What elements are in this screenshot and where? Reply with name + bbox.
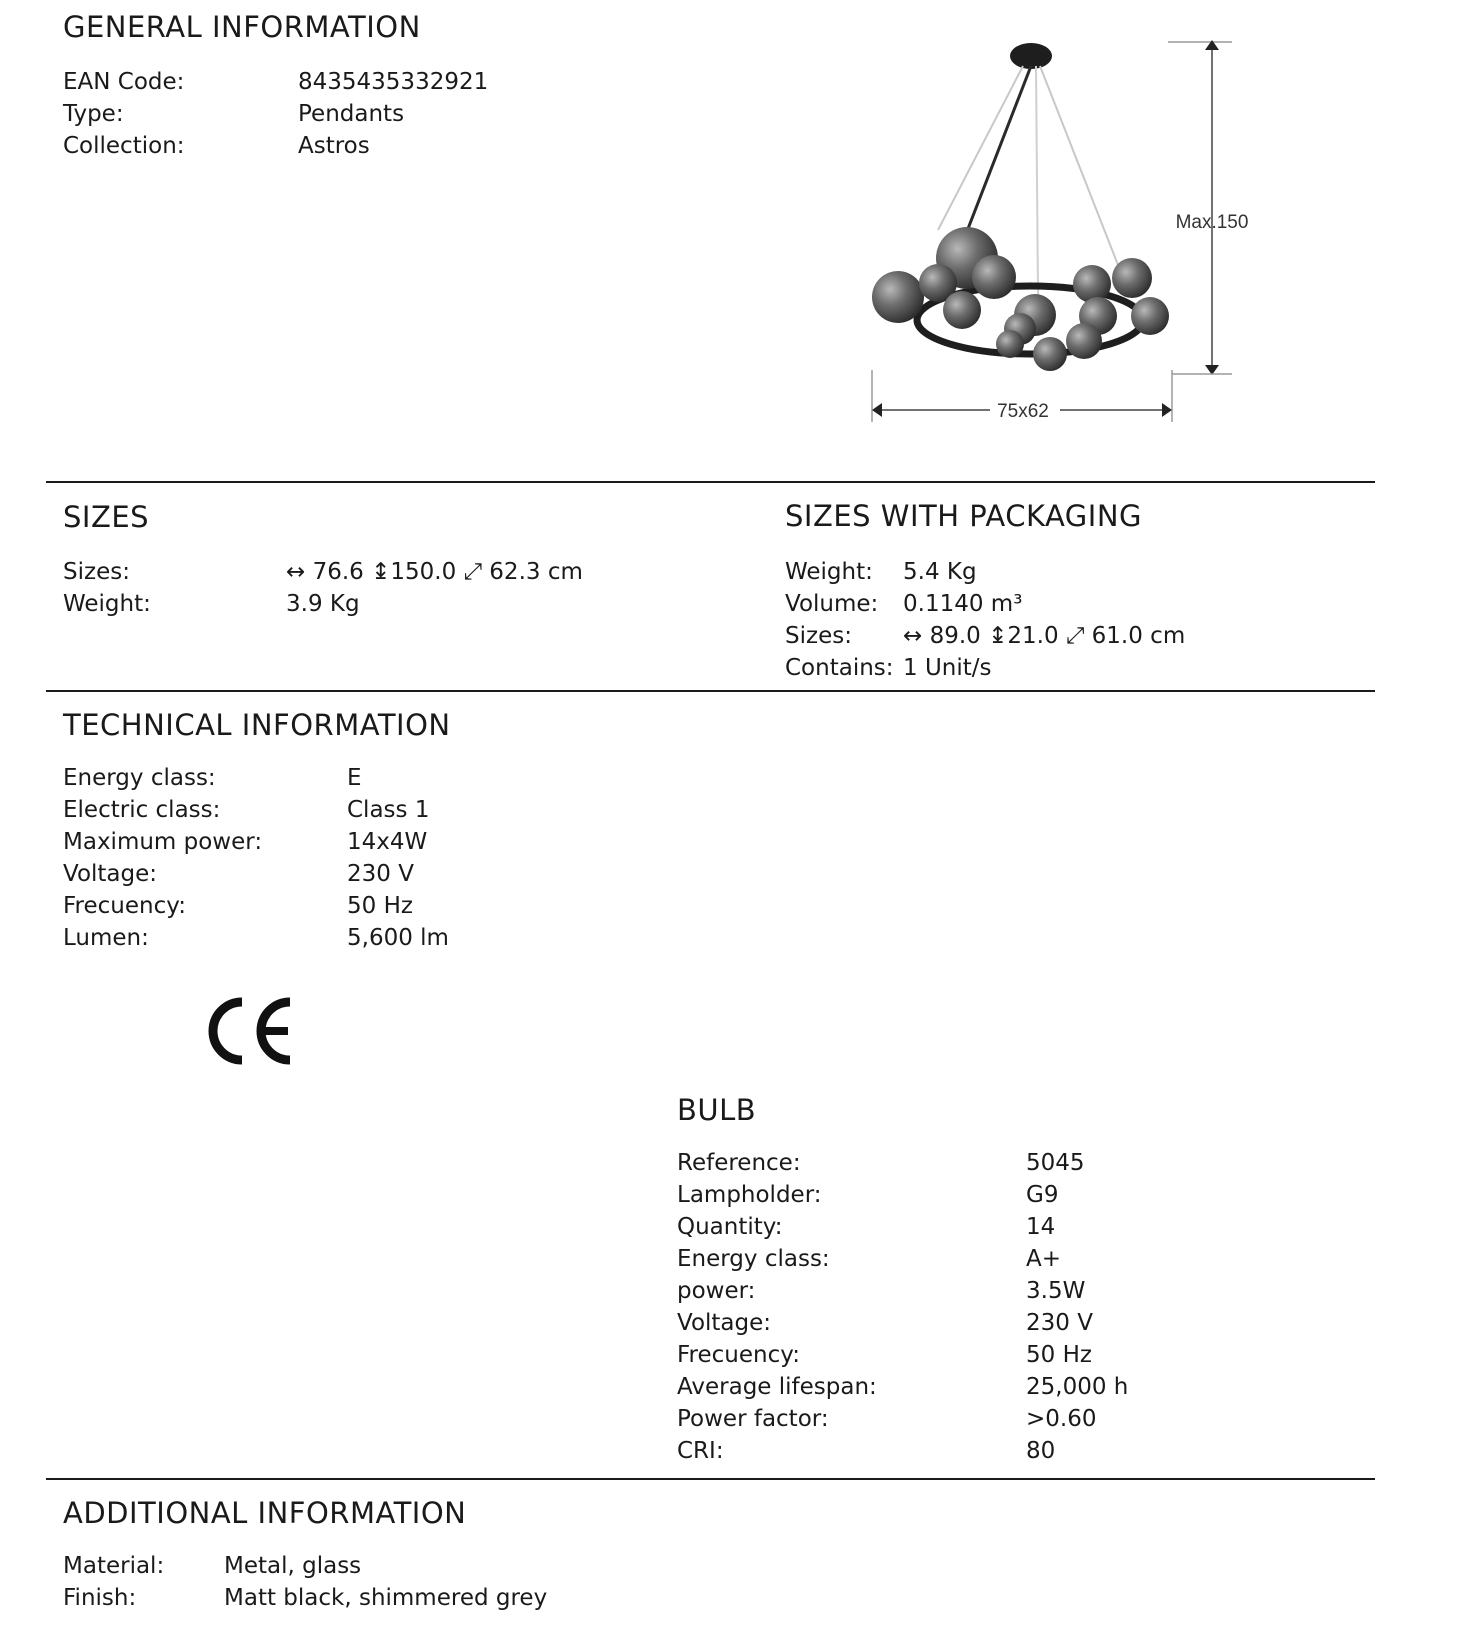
bulb-lampholder-value: G9 — [1026, 1182, 1059, 1208]
weight-label: Weight: — [63, 591, 151, 617]
bulb-cri-label: CRI: — [677, 1438, 724, 1464]
sizes-title: SIZES — [63, 500, 150, 534]
packaging-contains-value: 1 Unit/s — [903, 655, 992, 681]
material-value: Metal, glass — [224, 1553, 362, 1579]
arrow-up-down-icon: ↨ — [988, 623, 1008, 649]
packaging-volume-label: Volume: — [785, 591, 879, 617]
height-dimension-label: Max.150 — [1175, 212, 1249, 233]
canopy-icon — [1010, 43, 1052, 69]
type-label: Type: — [63, 101, 124, 127]
sizes-depth: 62.3 cm — [489, 559, 583, 585]
divider — [46, 1478, 1375, 1480]
weight-value: 3.9 Kg — [286, 591, 360, 617]
ce-mark-icon — [204, 996, 296, 1066]
collection-value: Astros — [298, 133, 370, 159]
frequency-value: 50 Hz — [347, 893, 413, 919]
bulb-lampholder-label: Lampholder: — [677, 1182, 822, 1208]
ean-value: 8435435332921 — [298, 69, 489, 95]
bulb-lifespan-value: 25,000 h — [1026, 1374, 1129, 1400]
arrow-left-right-icon: ↔ — [286, 559, 306, 585]
packaging-weight-value: 5.4 Kg — [903, 559, 977, 585]
sizes-width: 76.6 — [312, 559, 364, 585]
bulb-title: BULB — [677, 1093, 757, 1127]
lumen-label: Lumen: — [63, 925, 149, 951]
additional-info-title: ADDITIONAL INFORMATION — [63, 1496, 467, 1530]
packaging-height: 21.0 — [1007, 623, 1059, 649]
collection-label: Collection: — [63, 133, 185, 159]
height-dimension-icon — [1168, 40, 1232, 375]
packaging-sizes-label: Sizes: — [785, 623, 852, 649]
sizes-dimensions — [286, 556, 583, 588]
bulb-energy-class-value: A+ — [1026, 1246, 1062, 1272]
voltage-value: 230 V — [347, 861, 414, 887]
bulb-voltage-label: Voltage: — [677, 1310, 772, 1336]
packaging-contains-label: Contains: — [785, 655, 894, 681]
maximum-power-label: Maximum power: — [63, 829, 263, 855]
maximum-power-value: 14x4W — [347, 829, 428, 855]
divider — [46, 690, 1375, 692]
bulb-quantity-value: 14 — [1026, 1214, 1056, 1240]
arrow-diagonal-icon: ⤢ — [463, 559, 482, 585]
material-label: Material: — [63, 1553, 165, 1579]
bulb-cri-value: 80 — [1026, 1438, 1056, 1464]
bulb-voltage-value: 230 V — [1026, 1310, 1093, 1336]
arrow-left-right-icon: ↔ — [903, 623, 923, 649]
arrow-diagonal-icon: ⤢ — [1065, 623, 1085, 649]
packaging-title: SIZES WITH PACKAGING — [785, 499, 1142, 533]
product-dimension-drawing — [860, 30, 1280, 450]
frequency-label: Frecuency: — [63, 893, 186, 919]
arrow-up-down-icon: ↨ — [371, 559, 391, 585]
width-dimension-label: 75x62 — [997, 401, 1049, 422]
sizes-height: 150.0 — [390, 559, 457, 585]
bulb-frequency-label: Frecuency: — [677, 1342, 800, 1368]
finish-value: Matt black, shimmered grey — [224, 1585, 548, 1611]
sizes-label: Sizes: — [63, 559, 130, 585]
ean-label: EAN Code: — [63, 69, 185, 95]
bulb-power-value: 3.5W — [1026, 1278, 1086, 1304]
bulb-power-factor-label: Power factor: — [677, 1406, 829, 1432]
general-info-title: GENERAL INFORMATION — [63, 10, 421, 44]
lumen-value: 5,600 lm — [347, 925, 449, 951]
electric-class-label: Electric class: — [63, 797, 221, 823]
packaging-width: 89.0 — [929, 623, 981, 649]
type-value: Pendants — [298, 101, 405, 127]
packaging-depth: 61.0 cm — [1091, 623, 1186, 649]
bulb-power-label: power: — [677, 1278, 756, 1304]
divider — [46, 481, 1375, 483]
technical-info-title: TECHNICAL INFORMATION — [63, 708, 451, 742]
bulb-energy-class-label: Energy class: — [677, 1246, 830, 1272]
finish-label: Finish: — [63, 1585, 137, 1611]
bulb-reference-value: 5045 — [1026, 1150, 1085, 1176]
voltage-label: Voltage: — [63, 861, 158, 887]
bulb-lifespan-label: Average lifespan: — [677, 1374, 877, 1400]
bulb-power-factor-value: >0.60 — [1026, 1406, 1097, 1432]
bulb-frequency-value: 50 Hz — [1026, 1342, 1092, 1368]
packaging-volume-value: 0.1140 m³ — [903, 591, 1023, 617]
bulb-quantity-label: Quantity: — [677, 1214, 783, 1240]
electric-class-value: Class 1 — [347, 797, 430, 823]
energy-class-value: E — [347, 765, 362, 791]
bulb-reference-label: Reference: — [677, 1150, 801, 1176]
packaging-weight-label: Weight: — [785, 559, 873, 585]
energy-class-label: Energy class: — [63, 765, 216, 791]
packaging-dimensions — [903, 620, 1185, 652]
